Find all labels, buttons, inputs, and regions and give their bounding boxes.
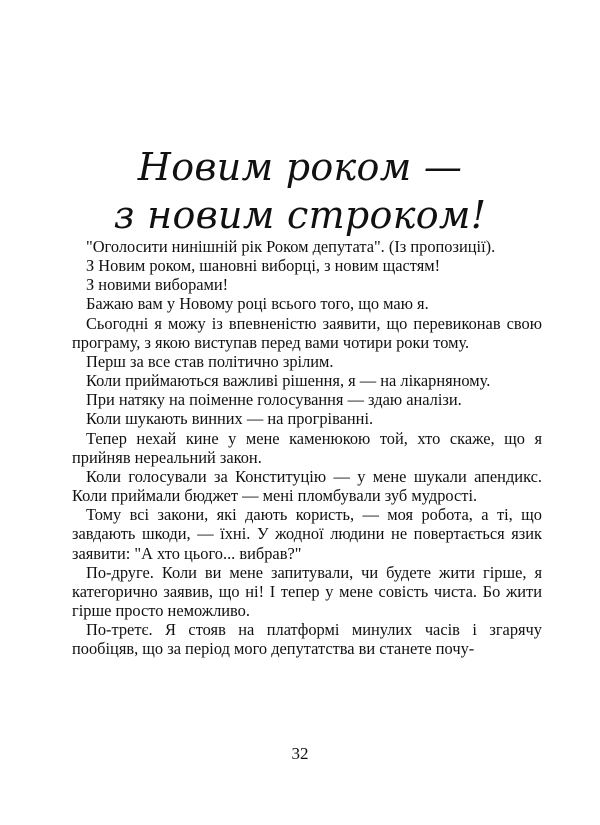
paragraph: Бажаю вам у Новому році всього того, що маю я. [86, 294, 429, 314]
paragraph: Перш за все став політично зрілим. [86, 351, 334, 371]
paragraph: Коли голосували за Конституцію — у мене шукали апендикс. Коли приймали бюджет — мені пломбували зуб мудрості. [72, 466, 542, 506]
paragraph: Сьогодні я можу із впевненістю заявити, що перевиконав свою програму, з якою виступав перед вами чотири роки тому. [72, 313, 542, 352]
paragraph: "Оголосити нинішній рік Роком депутата". (Із пропозиції). [86, 237, 496, 256]
chapter-title-line-2: з новим строком! [113, 193, 487, 237]
paragraph: Тому всі закони, які дають користь, — моя робота, а ті, що завдають шкоди, — їхні. У жодної людини не повертається язик заявити: "А хто цього... вибрав?" [72, 505, 542, 563]
page-number: 32 [291, 744, 309, 763]
paragraph: По-третє. Я стояв на платформі минулих часів і згарячу пообіцяв, що за період мого депутатства ви станете почу- [72, 620, 542, 659]
paragraph: По-друге. Коли ви мене запитували, чи будете жити гірше, я категорично заявив, що ні! І тепер у мене совість чиста. Бо жити гірше просто неможливо. [72, 562, 542, 620]
paragraph: З Новим роком, шановні виборці, з новим щастям! [86, 256, 441, 276]
paragraph: При натяку на поіменне голосування — здаю аналізи. [86, 390, 462, 410]
chapter-title [0, 143, 600, 239]
paragraph: Коли приймаються важливі рішення, я — на лікарняному. [86, 371, 491, 391]
paragraph: Коли шукають винних — на прогріванні. [86, 409, 374, 429]
chapter-body [72, 237, 542, 658]
paragraph: Тепер нехай кине у мене каменюкою той, хто скаже, що я прийняв нереальний закон. [72, 428, 542, 467]
chapter-title-line-1: Новим роком — [137, 145, 463, 189]
paragraph: З новими виборами! [86, 275, 229, 295]
